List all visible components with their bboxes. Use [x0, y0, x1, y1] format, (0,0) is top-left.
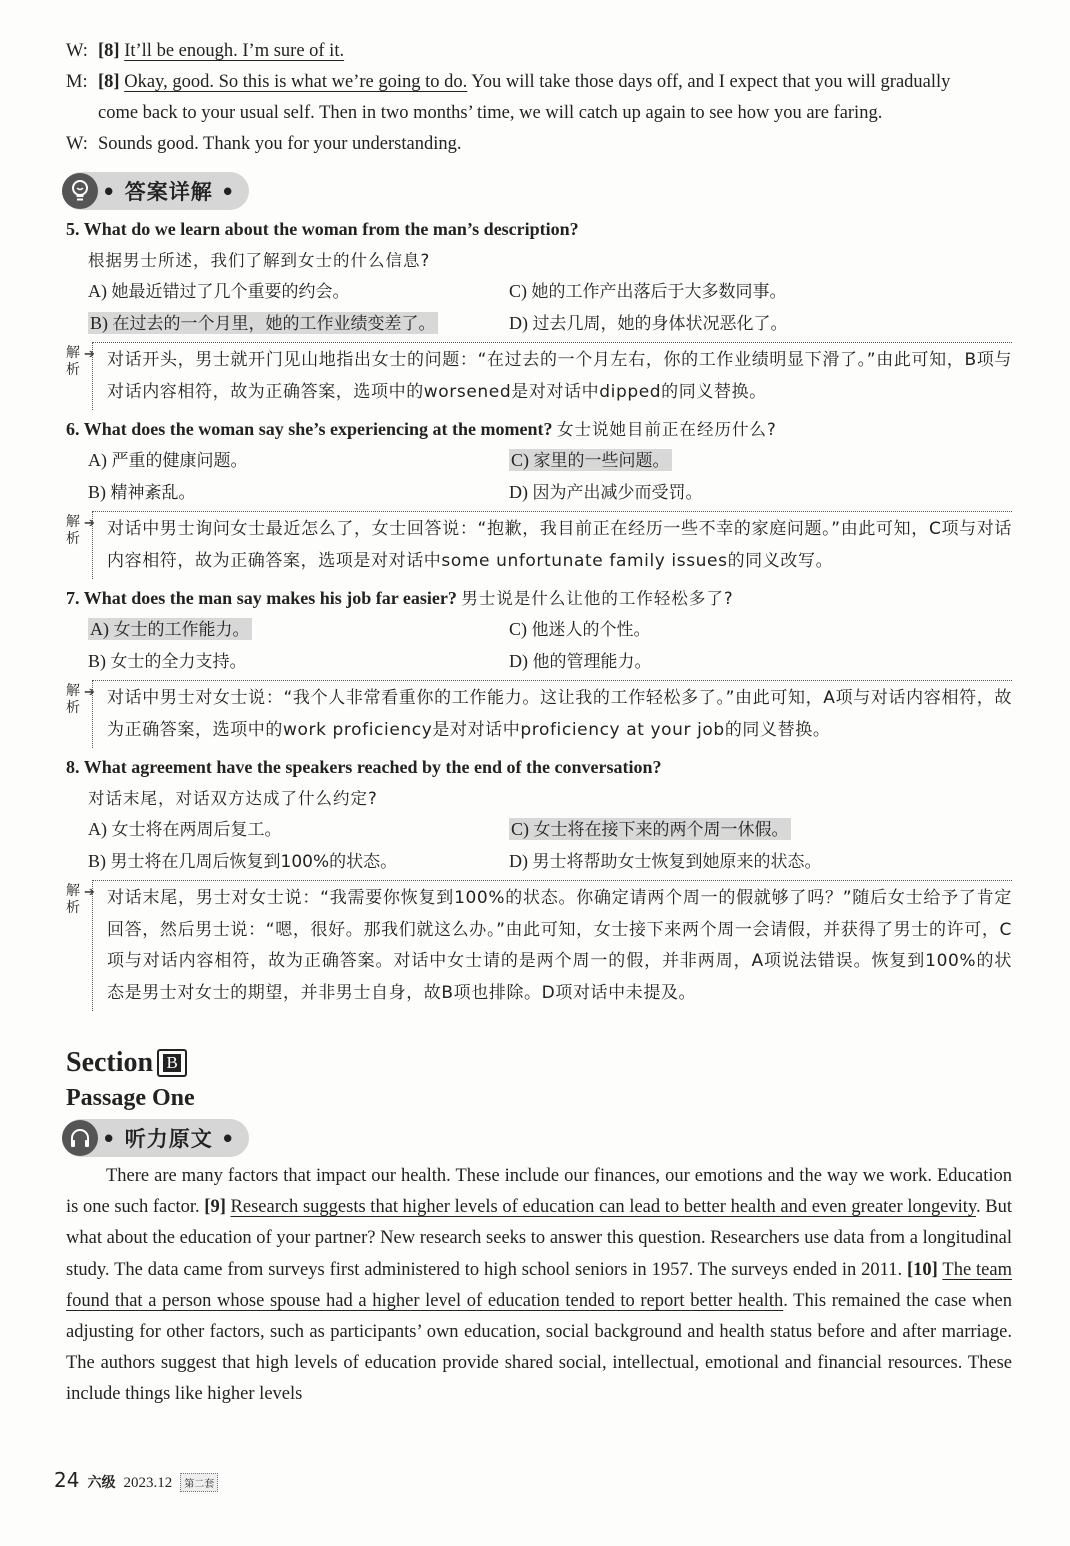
answer-tag: [10] [907, 1259, 938, 1280]
question-en: What agreement have the speakers reached by the end of the conversation? [83, 757, 662, 777]
exam-set-badge: 第二套 [180, 1473, 218, 1492]
question-7 [66, 583, 1012, 748]
arrow-icon: ➔ [84, 515, 95, 530]
option-d: D) 他的管理能力。 [509, 651, 652, 672]
option-b: B) 精神紊乱。 [88, 482, 196, 503]
question-number: 8. [66, 757, 80, 777]
document-page [66, 36, 1012, 1411]
option-a-correct: A) 女士的工作能力。 [90, 619, 250, 640]
dialogue-block [66, 36, 1012, 160]
analysis-label: 解 析 [66, 514, 80, 547]
analysis-text: 对话开头，男士就开门见山地指出女士的问题：“在过去的一个月左右，你的工作业绩明显下滑了。”由此可知，B项与对话内容相符，故为正确答案，选项中的worsened是对对话中dipped的同义替换。 [92, 342, 1012, 410]
analysis-text: 对话中男士对女士说：“我个人非常看重你的工作能力。这让我的工作轻松多了。”由此可知，A项与对话内容相符，故为正确答案，选项中的work proficiency是对对话中proficiency at your job的同义替换。 [92, 680, 1012, 748]
speaker-label: W: [66, 134, 88, 154]
answer-tag: [9] [204, 1197, 226, 1218]
section-label: Section [66, 1047, 154, 1078]
dialogue-text: Sounds good. Thank you for your understanding. [98, 134, 462, 154]
option-d: D) 男士将帮助女士恢复到她原来的状态。 [509, 851, 822, 872]
answer-tag: [8] [98, 72, 120, 92]
option-b: B) 男士将在几周后恢复到100%的状态。 [88, 851, 398, 872]
listening-script-banner [62, 1119, 249, 1157]
dialogue-line [66, 67, 1012, 129]
option-c-correct: C) 家里的一些问题。 [511, 450, 670, 471]
question-en: What does the woman say she’s experiencing at the moment? [83, 419, 553, 439]
question-number: 5. [66, 219, 80, 239]
question-6 [66, 414, 1012, 579]
question-number: 6. [66, 419, 80, 439]
key-sentence: The team found that a person whose spouse had a higher level of education tended to report better health [66, 1259, 1012, 1311]
dialogue-line [66, 129, 1012, 160]
dialogue-text: You will take those days off, and I expect that you will gradually [467, 72, 951, 92]
option-d: D) 因为产出减少而受罚。 [509, 482, 703, 503]
page-number: 24 [54, 1468, 80, 1492]
option-c-correct: C) 女士将在接下来的两个周一休假。 [511, 819, 789, 840]
question-en: What do we learn about the woman from the man’s description? [83, 219, 579, 239]
option-a: A) 严重的健康问题。 [88, 450, 248, 471]
exam-level: 六级 [87, 1475, 116, 1491]
option-c: C) 他迷人的个性。 [509, 619, 651, 640]
answer-explanation-banner [62, 172, 249, 210]
question-zh: 男士说是什么让他的工作轻松多了? [461, 589, 734, 608]
section-letter-badge: B [157, 1049, 187, 1077]
passage-text: There are many factors that impact our health. These include our finances, our emotions and the way we work. Education is one such factor. [9] Research suggests that higher levels of education can lead to better health and even greater longevity. But what about the education of your partner? New research seeks to answer this question. Researchers use data from a longitudinal study. The data came from surveys first administered to high school seniors in 1957. The surveys ended in 2011. [10] The team found that a person whose spouse had a higher level of education tended to report better health. This remained the case when adjusting for other factors, such as participants’ own education, social background and health status before and after marriage. The authors suggest that high levels of education provide shared social, intellectual, emotional and financial resources. These include things like higher levels [66, 1166, 1012, 1405]
option-b-correct: B) 在过去的一个月里，她的工作业绩变差了。 [90, 313, 436, 334]
section-heading [66, 1045, 1012, 1081]
speaker-label: W: [66, 41, 88, 61]
analysis-box [66, 342, 1012, 410]
headphones-icon [62, 1120, 98, 1156]
option-c: C) 她的工作产出落后于大多数同事。 [509, 281, 787, 302]
lightbulb-icon [62, 173, 98, 209]
analysis-box [66, 511, 1012, 579]
answer-tag: [8] [98, 41, 120, 61]
arrow-icon: ➔ [84, 346, 95, 361]
option-d: D) 过去几周，她的身体状况恶化了。 [509, 313, 788, 334]
key-sentence: It’ll be enough. I’m sure of it. [124, 41, 345, 61]
analysis-label: 解 析 [66, 883, 80, 916]
question-number: 7. [66, 588, 80, 608]
analysis-box [66, 880, 1012, 1011]
speaker-label: M: [66, 72, 88, 92]
option-a: A) 她最近错过了几个重要的约会。 [88, 281, 350, 302]
analysis-box [66, 680, 1012, 748]
analysis-label: 解 析 [66, 683, 80, 716]
page-footer [54, 1468, 218, 1492]
arrow-icon: ➔ [84, 684, 95, 699]
analysis-text: 对话末尾，男士对女士说：“我需要你恢复到100%的状态。你确定请两个周一的假就够了吗？”随后女士给予了肯定回答，然后男士说：“嗯，很好。那我们就这么办。”由此可知，女士接下来两个周一会请假，并获得了男士的许可，C项与对话内容相符，故为正确答案。对话中女士请的是两个周一的假，并非两周，A项说法错误。恢复到100%的状态是男士对女士的期望，并非男士自身，故B项也排除。D项对话中未提及。 [92, 880, 1012, 1011]
key-sentence: Okay, good. So this is what we’re going to do. [124, 72, 468, 92]
option-b: B) 女士的全力支持。 [88, 651, 247, 672]
dialogue-text: come back to your usual self. Then in two months’ time, we will catch up again to see how you are faring. [98, 103, 883, 123]
banner-title: • 答案详解 • [102, 180, 236, 204]
key-sentence: Research suggests that higher levels of education can lead to better health and even greater longevity [230, 1197, 976, 1218]
question-5 [66, 214, 1012, 410]
question-zh: 女士说她目前正在经历什么? [557, 420, 777, 439]
option-a: A) 女士将在两周后复工。 [88, 819, 282, 840]
question-zh: 根据男士所述，我们了解到女士的什么信息? [88, 251, 431, 270]
analysis-text: 对话中男士询问女士最近怎么了，女士回答说：“抱歉，我目前正在经历一些不幸的家庭问题。”由此可知，C项与对话内容相符，故为正确答案，选项是对对话中some unfortunate family issues的同义改写。 [92, 511, 1012, 579]
question-zh: 对话末尾，对话双方达成了什么约定? [88, 789, 378, 808]
analysis-label: 解 析 [66, 345, 80, 378]
arrow-icon: ➔ [84, 884, 95, 899]
question-8 [66, 752, 1012, 1011]
exam-date: 2023.12 [123, 1475, 173, 1491]
banner-title: • 听力原文 • [102, 1127, 236, 1151]
passage-title: Passage One [66, 1085, 195, 1111]
question-en: What does the man say makes his job far easier? [83, 588, 457, 608]
dialogue-line [66, 36, 1012, 67]
